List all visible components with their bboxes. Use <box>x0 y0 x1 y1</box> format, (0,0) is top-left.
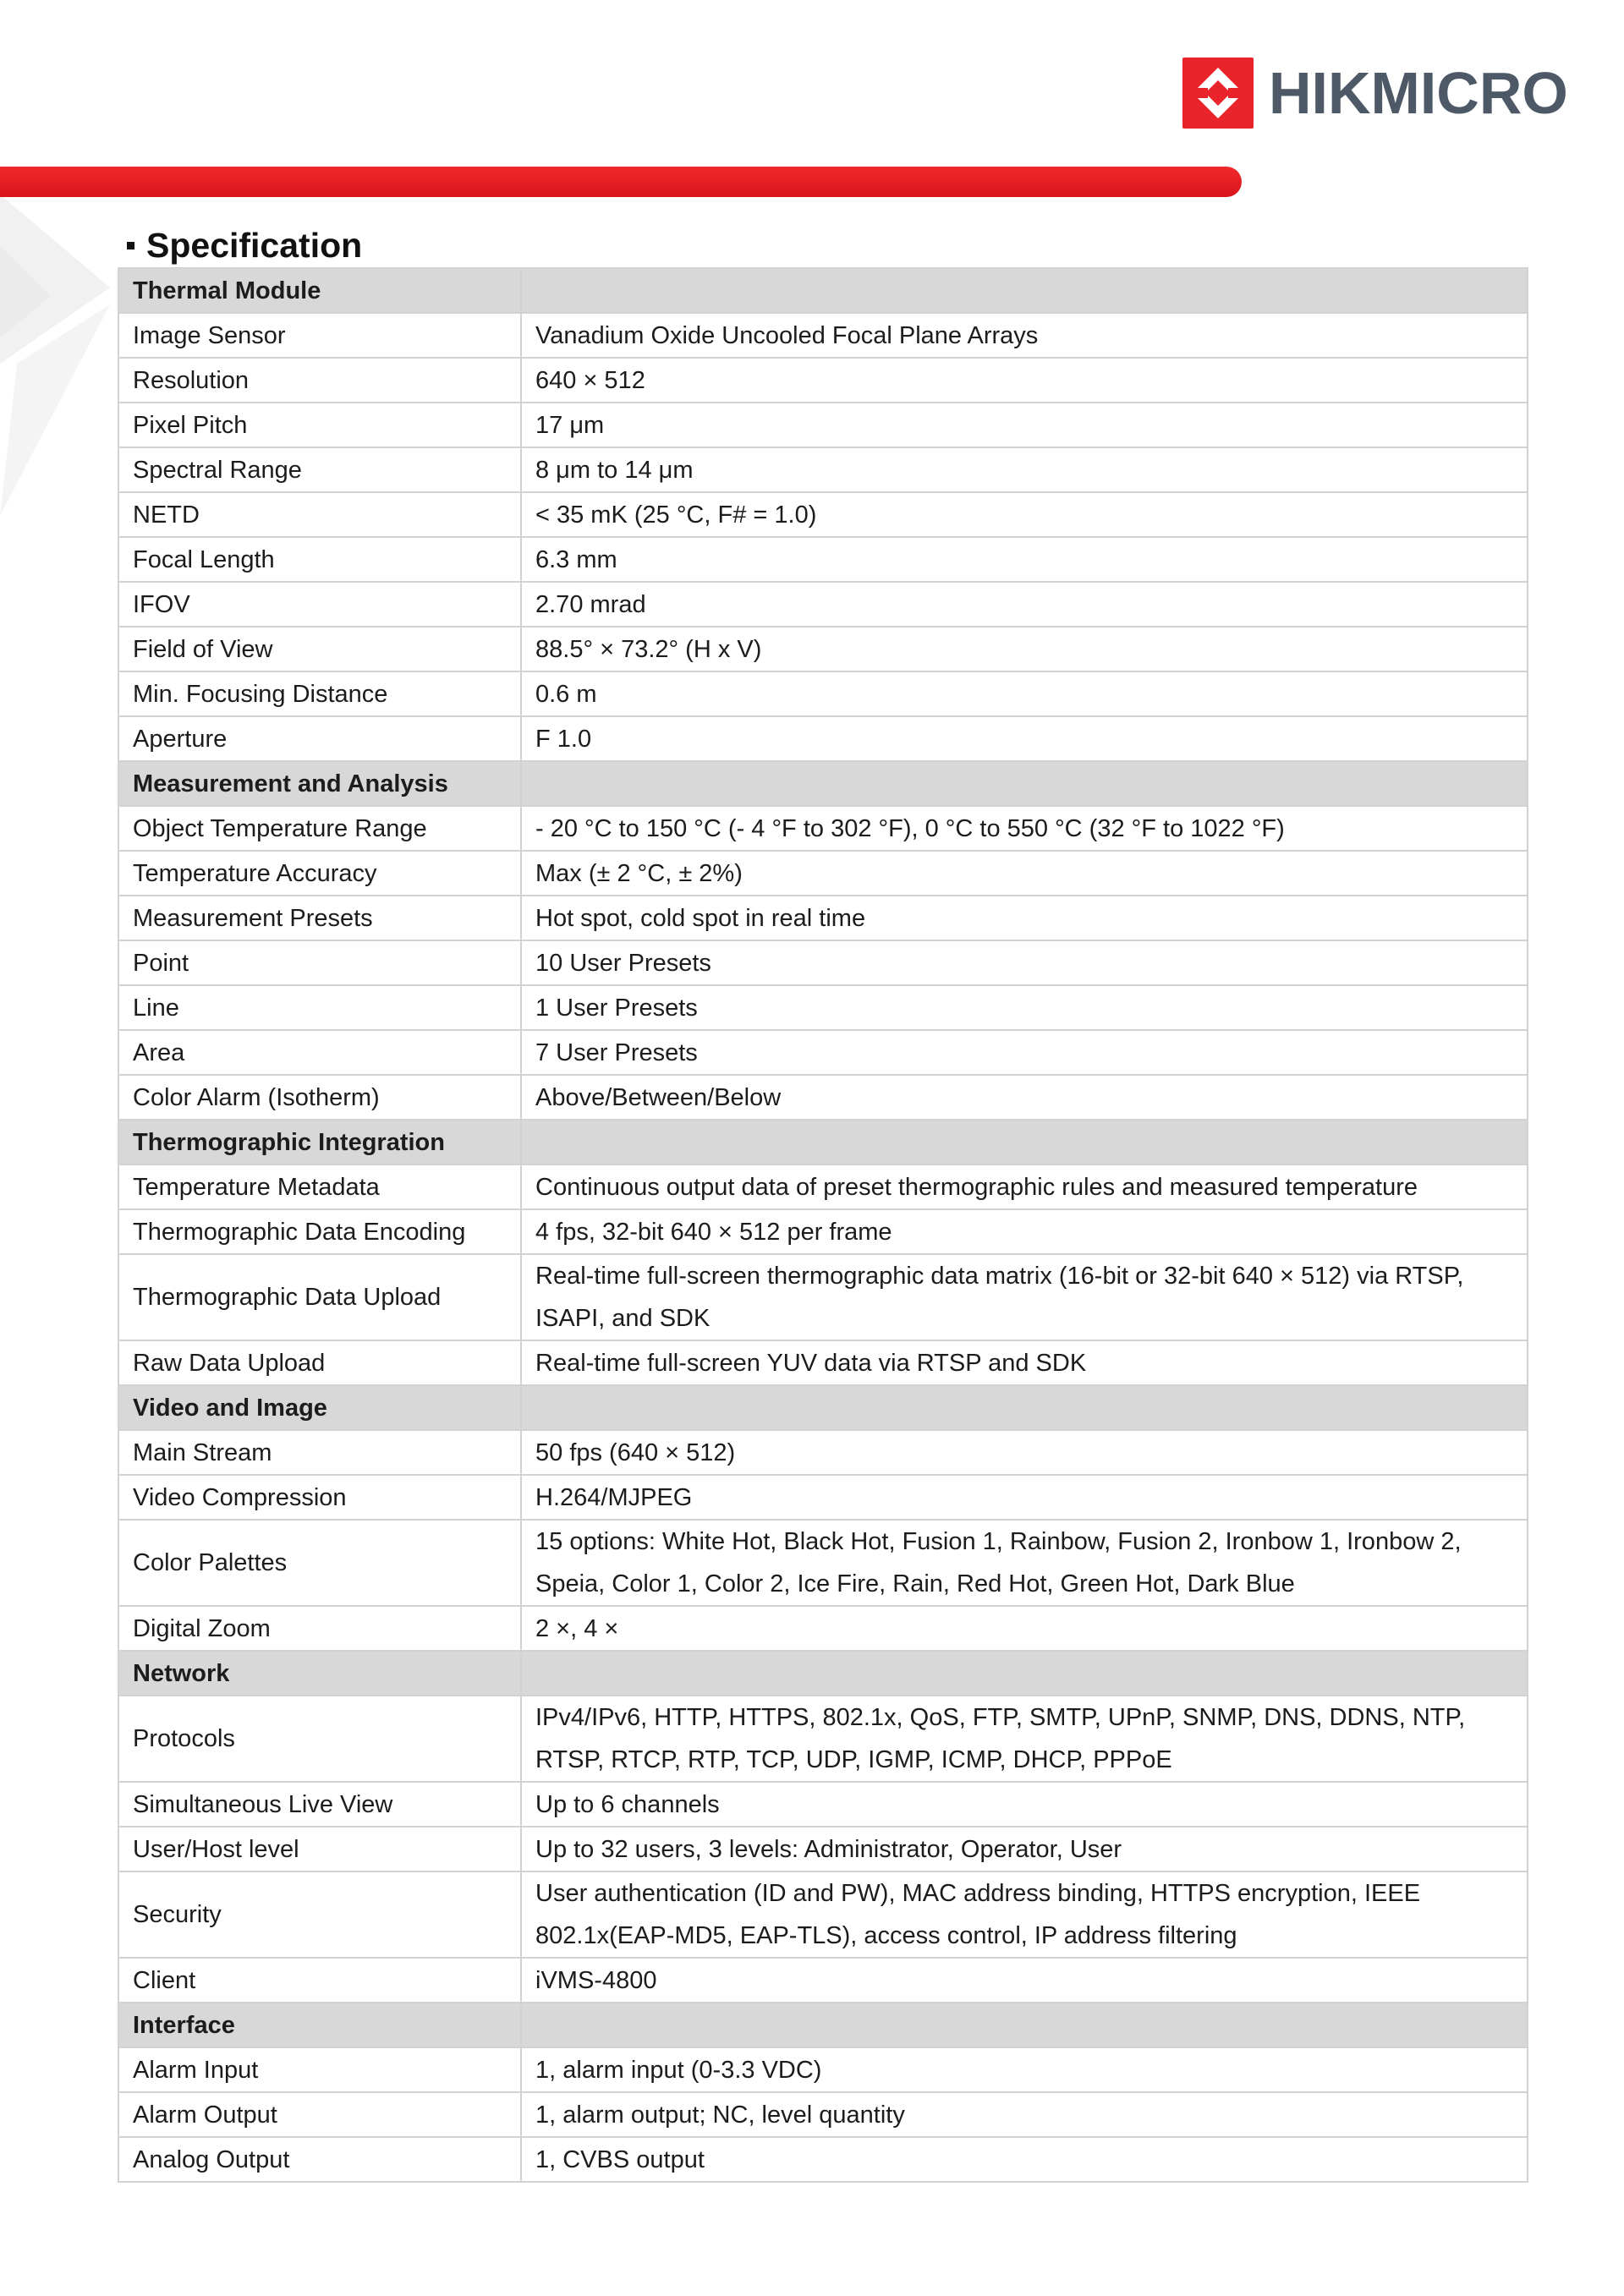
spec-label: Temperature Accuracy <box>118 851 521 896</box>
spec-label: Thermographic Data Encoding <box>118 1209 521 1254</box>
spec-value: Real-time full-screen YUV data via RTSP and SDK <box>521 1340 1528 1385</box>
page-title <box>127 220 362 271</box>
spec-label: Simultaneous Live View <box>118 1782 521 1827</box>
table-row <box>118 1430 1528 1475</box>
bullet-icon <box>127 242 134 249</box>
spec-label: Object Temperature Range <box>118 806 521 851</box>
spec-value: 4 fps, 32-bit 640 × 512 per frame <box>521 1209 1528 1254</box>
header-red-bar <box>0 167 1242 197</box>
section-title: Video and Image <box>118 1385 521 1430</box>
spec-label: Field of View <box>118 627 521 671</box>
table-row <box>118 1782 1528 1827</box>
spec-value: Vanadium Oxide Uncooled Focal Plane Arrays <box>521 313 1528 358</box>
section-header <box>118 268 1528 313</box>
brand-name: HIKMICRO <box>1269 60 1568 126</box>
table-row <box>118 358 1528 403</box>
spec-label: Image Sensor <box>118 313 521 358</box>
spec-value: 1, alarm input (0-3.3 VDC) <box>521 2047 1528 2092</box>
section-title-spacer <box>521 1120 1528 1164</box>
spec-label: Area <box>118 1030 521 1075</box>
spec-value: 2.70 mrad <box>521 582 1528 627</box>
spec-label: Min. Focusing Distance <box>118 671 521 716</box>
section-title: Interface <box>118 2003 521 2047</box>
table-row <box>118 1871 1528 1958</box>
spec-label: Alarm Output <box>118 2092 521 2137</box>
spec-label: Spectral Range <box>118 447 521 492</box>
table-row <box>118 582 1528 627</box>
spec-value: 8 μm to 14 μm <box>521 447 1528 492</box>
section-header <box>118 1120 1528 1164</box>
table-row <box>118 1209 1528 1254</box>
table-row <box>118 1475 1528 1520</box>
spec-value: 1 User Presets <box>521 985 1528 1030</box>
spec-value: - 20 °C to 150 °C (- 4 °F to 302 °F), 0 °C to 550 °C (32 °F to 1022 °F) <box>521 806 1528 851</box>
spec-value: 17 μm <box>521 403 1528 447</box>
spec-value: IPv4/IPv6, HTTP, HTTPS, 802.1x, QoS, FTP, SMTP, UPnP, SNMP, DNS, DDNS, NTP, RTSP, RTCP, RTP, TCP, UDP, IGMP, ICMP, DHCP, PPPoE <box>521 1696 1528 1782</box>
brand-logo <box>1182 56 1568 130</box>
spec-label: Point <box>118 940 521 985</box>
table-row <box>118 671 1528 716</box>
spec-label: Temperature Metadata <box>118 1164 521 1209</box>
section-title: Thermographic Integration <box>118 1120 521 1164</box>
table-row <box>118 492 1528 537</box>
spec-value: Real-time full-screen thermographic data matrix (16-bit or 32-bit 640 × 512) via RTSP, ISAPI, and SDK <box>521 1254 1528 1340</box>
table-row <box>118 1075 1528 1120</box>
table-row <box>118 1520 1528 1606</box>
section-title-spacer <box>521 1651 1528 1696</box>
table-row <box>118 896 1528 940</box>
table-row <box>118 313 1528 358</box>
spec-label: Video Compression <box>118 1475 521 1520</box>
table-row <box>118 403 1528 447</box>
decorative-shape <box>0 195 118 533</box>
spec-label: Color Palettes <box>118 1520 521 1606</box>
spec-value: 0.6 m <box>521 671 1528 716</box>
table-row <box>118 716 1528 761</box>
spec-label: Resolution <box>118 358 521 403</box>
spec-label: Line <box>118 985 521 1030</box>
spec-value: iVMS-4800 <box>521 1958 1528 2003</box>
spec-value: Max (± 2 °C, ± 2%) <box>521 851 1528 896</box>
section-title-spacer <box>521 268 1528 313</box>
section-header <box>118 2003 1528 2047</box>
spec-value: 88.5° × 73.2° (H x V) <box>521 627 1528 671</box>
spec-label: Analog Output <box>118 2137 521 2182</box>
spec-label: Security <box>118 1871 521 1958</box>
spec-value: 6.3 mm <box>521 537 1528 582</box>
table-row <box>118 1030 1528 1075</box>
spec-label: Client <box>118 1958 521 2003</box>
spec-value: H.264/MJPEG <box>521 1475 1528 1520</box>
spec-value: 2 ×, 4 × <box>521 1606 1528 1651</box>
table-row <box>118 806 1528 851</box>
spec-value: 15 options: White Hot, Black Hot, Fusion 1, Rainbow, Fusion 2, Ironbow 1, Ironbow 2, Speia, Color 1, Color 2, Ice Fire, Rain, Red Hot, Green Hot, Dark Blue <box>521 1520 1528 1606</box>
section-header <box>118 761 1528 806</box>
spec-value: 640 × 512 <box>521 358 1528 403</box>
table-row <box>118 447 1528 492</box>
table-row <box>118 1340 1528 1385</box>
spec-value: User authentication (ID and PW), MAC address binding, HTTPS encryption, IEEE 802.1x(EAP-MD5, EAP-TLS), access control, IP address filtering <box>521 1871 1528 1958</box>
table-row <box>118 2137 1528 2182</box>
spec-label: Pixel Pitch <box>118 403 521 447</box>
spec-label: NETD <box>118 492 521 537</box>
spec-value: 1, alarm output; NC, level quantity <box>521 2092 1528 2137</box>
section-title-spacer <box>521 2003 1528 2047</box>
spec-label: Raw Data Upload <box>118 1340 521 1385</box>
table-row <box>118 985 1528 1030</box>
spec-label: Thermographic Data Upload <box>118 1254 521 1340</box>
spec-value: 7 User Presets <box>521 1030 1528 1075</box>
section-title: Thermal Module <box>118 268 521 313</box>
spec-label: Main Stream <box>118 1430 521 1475</box>
spec-value: Continuous output data of preset thermographic rules and measured temperature <box>521 1164 1528 1209</box>
spec-table <box>118 267 1528 2183</box>
table-row <box>118 1696 1528 1782</box>
spec-label: Measurement Presets <box>118 896 521 940</box>
section-title-spacer <box>521 1385 1528 1430</box>
table-row <box>118 1827 1528 1871</box>
table-row <box>118 537 1528 582</box>
section-title-spacer <box>521 761 1528 806</box>
spec-label: Protocols <box>118 1696 521 1782</box>
table-row <box>118 1164 1528 1209</box>
spec-label: Digital Zoom <box>118 1606 521 1651</box>
section-header <box>118 1385 1528 1430</box>
table-row <box>118 1958 1528 2003</box>
section-title: Measurement and Analysis <box>118 761 521 806</box>
table-row <box>118 1254 1528 1340</box>
spec-value: 10 User Presets <box>521 940 1528 985</box>
table-row <box>118 940 1528 985</box>
section-header <box>118 1651 1528 1696</box>
spec-label: Color Alarm (Isotherm) <box>118 1075 521 1120</box>
spec-label: User/Host level <box>118 1827 521 1871</box>
spec-value: 1, CVBS output <box>521 2137 1528 2182</box>
spec-value: 50 fps (640 × 512) <box>521 1430 1528 1475</box>
table-row <box>118 851 1528 896</box>
table-row <box>118 1606 1528 1651</box>
spec-value: < 35 mK (25 °C, F# = 1.0) <box>521 492 1528 537</box>
spec-value: Above/Between/Below <box>521 1075 1528 1120</box>
section-title: Network <box>118 1651 521 1696</box>
spec-value: Hot spot, cold spot in real time <box>521 896 1528 940</box>
spec-value: F 1.0 <box>521 716 1528 761</box>
spec-value: Up to 6 channels <box>521 1782 1528 1827</box>
table-row <box>118 627 1528 671</box>
spec-label: Focal Length <box>118 537 521 582</box>
table-row <box>118 2092 1528 2137</box>
spec-label: Aperture <box>118 716 521 761</box>
spec-label: Alarm Input <box>118 2047 521 2092</box>
hikmicro-logo-icon <box>1182 58 1254 129</box>
spec-value: Up to 32 users, 3 levels: Administrator, Operator, User <box>521 1827 1528 1871</box>
table-row <box>118 2047 1528 2092</box>
spec-label: IFOV <box>118 582 521 627</box>
page-title-text: Specification <box>146 225 363 265</box>
